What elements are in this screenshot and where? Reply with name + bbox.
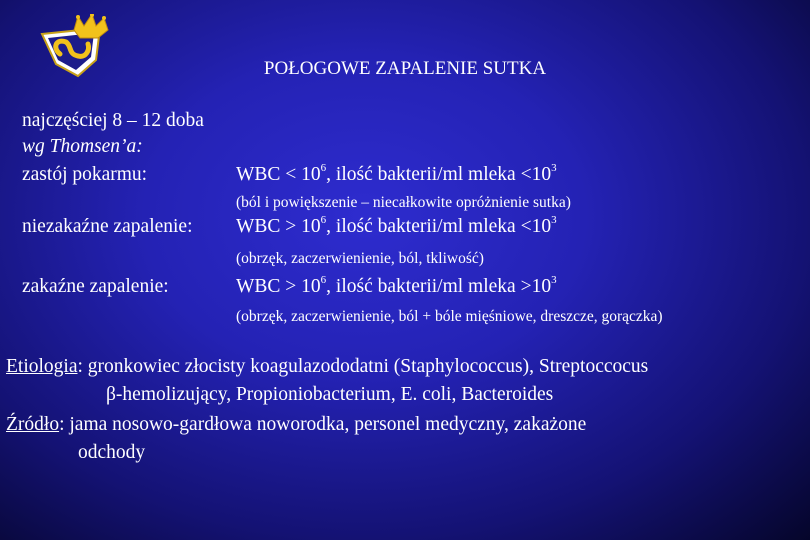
- row2-label: niezakaźne zapalenie:: [22, 216, 193, 237]
- etiology-line-2: β-hemolizujący, Propioniobacterium, E. coli, Bacteroides: [106, 384, 554, 405]
- etiology-line-1: Etiologia: gronkowiec złocisty koagulazododatni (Staphylococcus), Streptoccocus: [6, 356, 649, 377]
- row3-note: (obrzęk, zaczerwienienie, ból + bóle mięśniowe, dreszcze, gorączka): [236, 308, 663, 325]
- row1-note: (ból i powiększenie – niecałkowite opróżnienie sutka): [236, 194, 571, 211]
- row3-value: WBC > $10^6$, ilość bakterii/ml mleka $>10^3$: [236, 274, 557, 297]
- row2-note: (obrzęk, zaczerwienienie, ból, tkliwość): [236, 250, 484, 267]
- source-line-1: Źródło: jama nosowo-gardłowa noworodka, personel medyczny, zakażone: [6, 414, 587, 435]
- line-day: najczęściej 8 – 12 doba: [22, 110, 204, 131]
- source-label: Źródło: [6, 414, 60, 435]
- page-title: POŁOGOWE ZAPALENIE SUTKA: [263, 58, 547, 79]
- source-line-2: odchody: [78, 442, 146, 463]
- etiology-label: Etiologia: [6, 356, 78, 377]
- row3-label: zakaźne zapalenie:: [22, 276, 169, 297]
- line-thomsen: wg Thomsen’a:: [22, 136, 143, 157]
- row1-label: zastój pokarmu:: [22, 164, 148, 185]
- row1-value: WBC < $10^6$, ilość bakterii/ml mleka $<10^3$: [236, 162, 557, 185]
- row2-value: WBC > $10^6$, ilość bakterii/ml mleka $<10^3$: [236, 214, 557, 237]
